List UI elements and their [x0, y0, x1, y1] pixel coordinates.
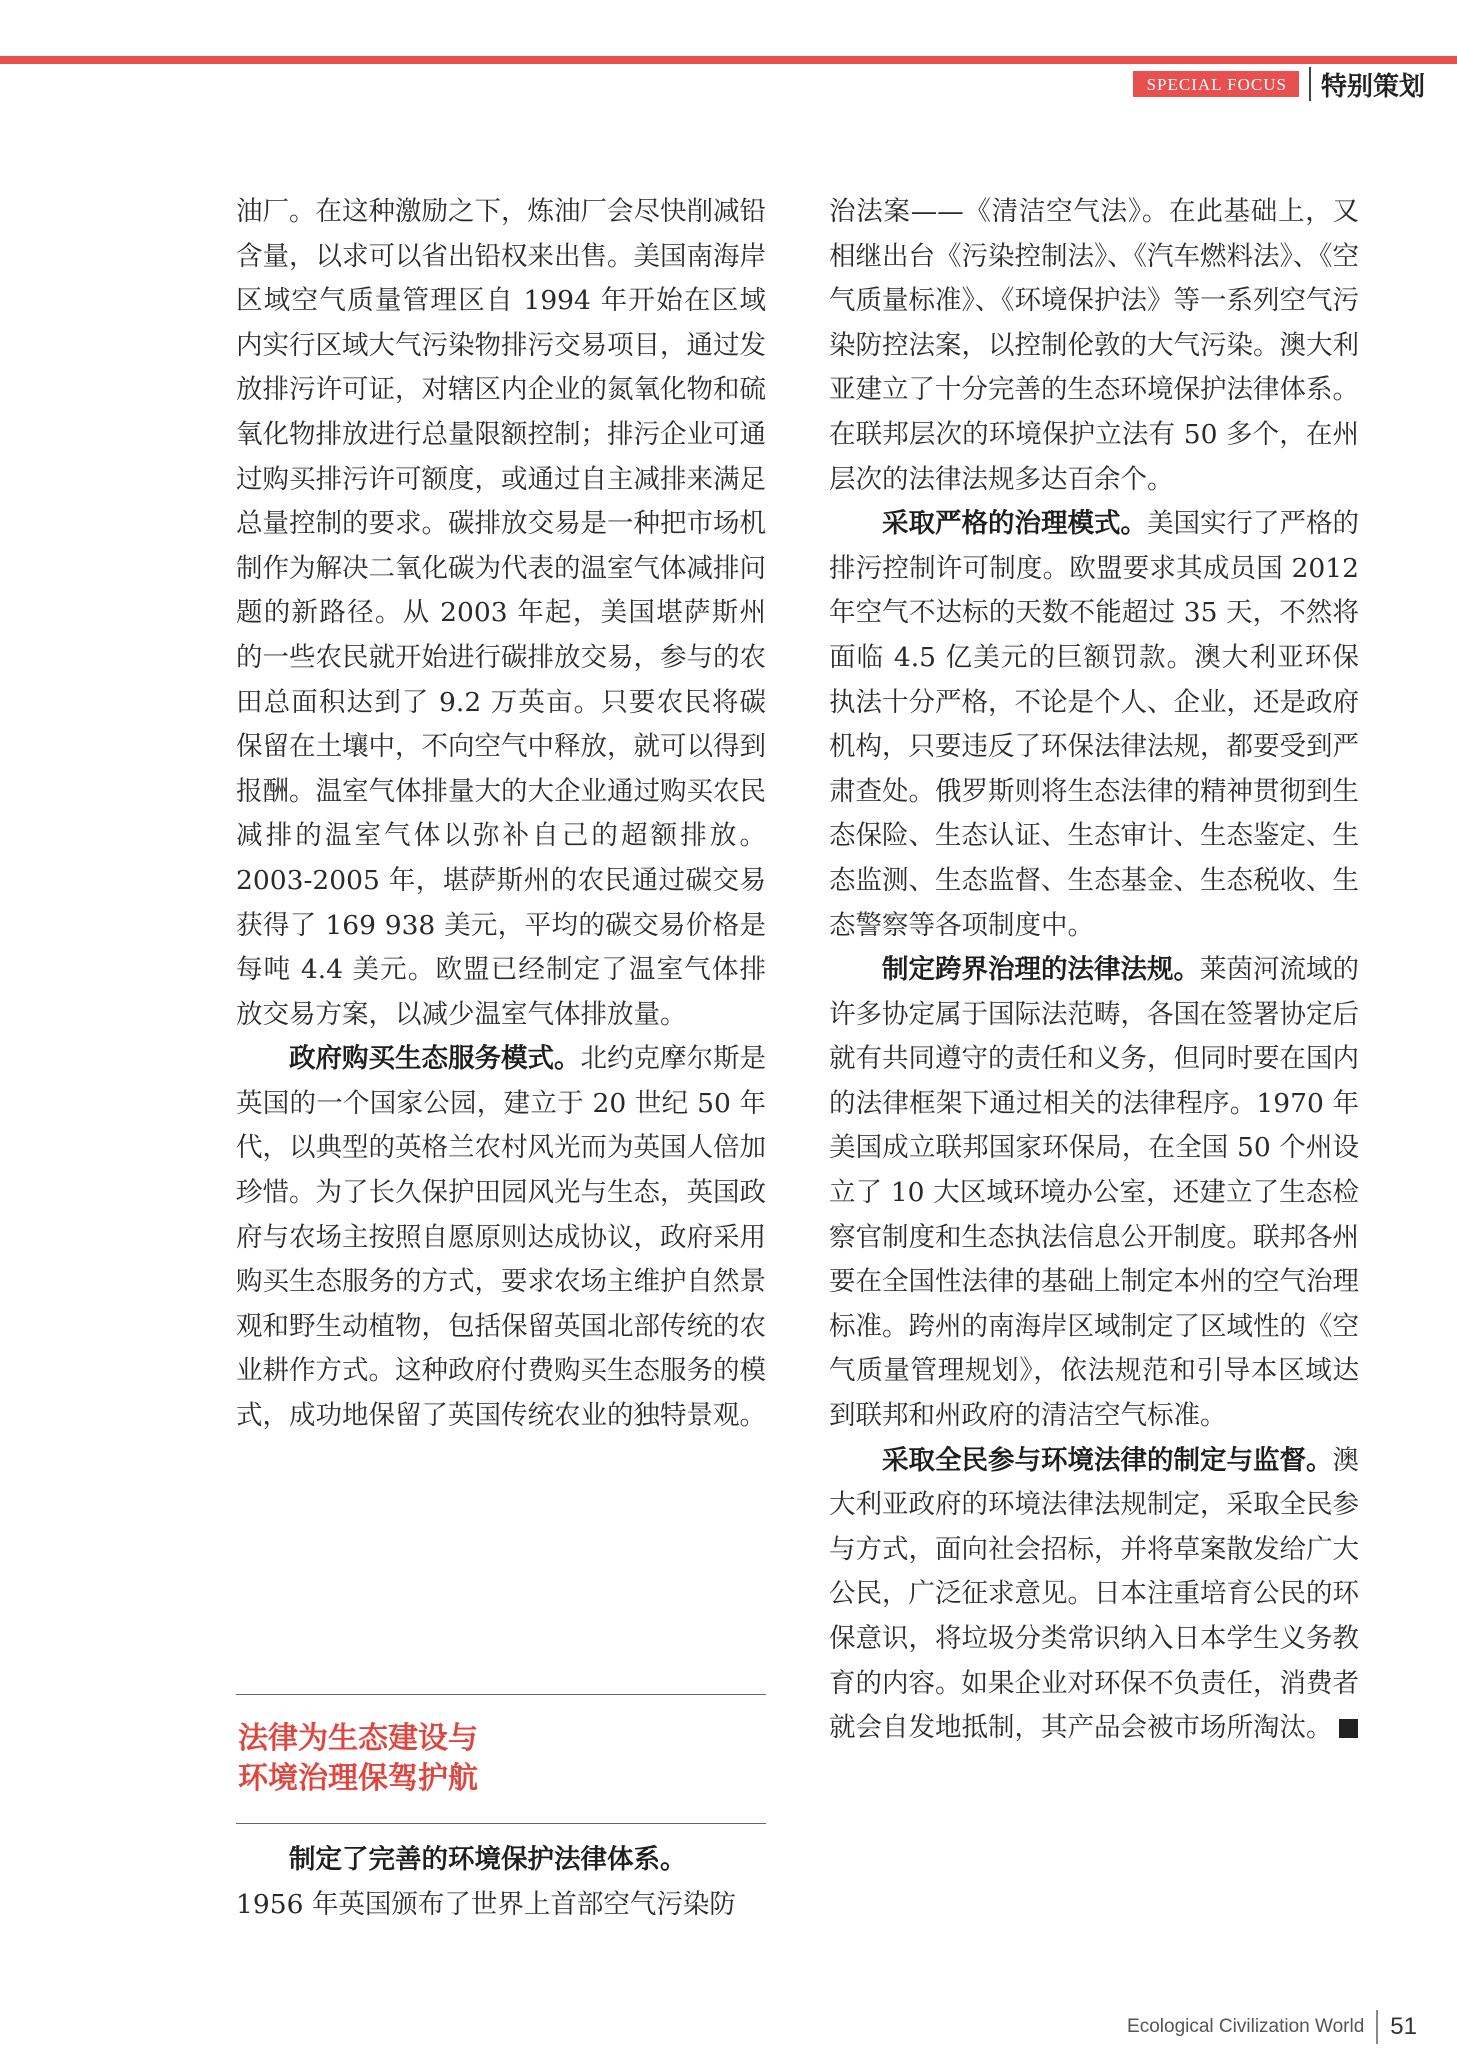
section-tag-chinese: 特别策划 [1320, 71, 1425, 102]
section-title-line-1: 法律为生态建设与 [238, 1721, 478, 1756]
left-paragraph-3 [236, 1838, 766, 1883]
left-column [236, 190, 766, 1439]
left-paragraph-2 [236, 1037, 766, 1438]
header-divider [1309, 67, 1311, 101]
right-paragraph-4-heading: 采取全民参与环境法律的制定与监督。 [882, 1444, 1333, 1476]
section-title [238, 1719, 478, 1799]
right-paragraph-4-body: 澳大利亚政府的环境法律法规制定，采取全民参与方式，面向社会招标，并将草案散发给广大公民，广泛征求意见。日本注重培育公民的环保意识，将垃圾分类常识纳入日本学生义务教育的内容。如果企业对环保不负责任，消费者就会自发地抵制，其产品会被市场所淘汰。 [829, 1444, 1359, 1744]
page-number: 51 [1390, 2013, 1417, 2040]
left-paragraph-1: 油厂。在这种激励之下，炼油厂会尽快削减铅含量，以求可以省出铅权来出售。美国南海岸区域空气质量管理区自 1994 年开始在区域内实行区域大气污染物排污交易项目，通过发放排污许可证，对辖区内企业的氮氧化物和硫氧化物排放进行总量限额控制；排污企业可通过购买排污许可额度，或通过自主减排来满足总量控制的要求。碳排放交易是一种把市场机制作为解决二氧化碳为代表的温室气体减排问题的新路径。从 2003 年起，美国堪萨斯州的一些农民就开始进行碳排放交易，参与的农田总面积达到了 9.2 万英亩。只要农民将碳保留在土壤中，不向空气中释放，就可以得到报酬。温室气体排量大的大企业通过购买农民减排的温室气体以弥补自己的超额排放。2003-2005 年，堪萨斯州的农民通过碳交易获得了 169 938 美元，平均的碳交易价格是每吨 4.4 美元。欧盟已经制定了温室气体排放交易方案，以减少温室气体排放量。 [236, 196, 766, 1030]
right-paragraph-4 [829, 1439, 1359, 1751]
page-footer [1127, 2010, 1417, 2044]
right-column [829, 190, 1359, 1751]
left-paragraph-3-body: 1956 年英国颁布了世界上首部空气污染防 [236, 1888, 736, 1920]
section-header [1133, 66, 1425, 102]
section-title-box [236, 1694, 766, 1824]
right-paragraph-2 [829, 502, 1359, 948]
right-paragraph-2-body: 美国实行了严格的排污控制许可制度。欧盟要求其成员国 2012 年空气不达标的天数不能超过 35 天，不然将面临 4.5 亿美元的巨额罚款。澳大利亚环保执法十分严格，不论是个人、企业，还是政府机构，只要违反了环保法律法规，都要受到严肃查处。俄罗斯则将生态法律的精神贯彻到生态保险、生态认证、生态审计、生态鉴定、生态监测、生态监督、生态基金、生态税收、生态警察等各项制度中。 [829, 508, 1359, 941]
footer-divider [1376, 2010, 1378, 2044]
right-paragraph-2-heading: 采取严格的治理模式。 [882, 508, 1147, 540]
right-paragraph-3-heading: 制定跨界治理的法律法规。 [882, 954, 1200, 986]
right-paragraph-3 [829, 948, 1359, 1439]
left-paragraph-2-body: 北约克摩尔斯是英国的一个国家公园，建立于 20 世纪 50 年代，以典型的英格兰农村风光而为英国人倍加珍惜。为了长久保护田园风光与生态，英国政府与农场主按照自愿原则达成协议，政府采用购买生态服务的方式，要求农场主维护自然景观和野生动植物，包括保留英国北部传统的农业耕作方式。这种政府付费购买生态服务的模式，成功地保留了英国传统农业的独特景观。 [236, 1043, 766, 1432]
left-paragraph-2-heading: 政府购买生态服务模式。 [289, 1043, 581, 1075]
left-paragraph-3-heading: 制定了完善的环境保护法律体系。 [289, 1844, 687, 1875]
top-accent-rule [0, 56, 1457, 64]
magazine-name: Ecological Civilization World [1127, 2016, 1365, 2037]
left-column-lower [236, 1838, 766, 1927]
right-paragraph-3-body: 莱茵河流域的许多协定属于国际法范畴，各国在签署协定后就有共同遵守的责任和义务，但同时要在国内的法律框架下通过相关的法律程序。1970 年美国成立联邦国家环保局，在全国 50 个州设立了 10 大区域环境办公室，还建立了生态检察官制度和生态执法信息公开制度。联邦各州要在全国性法律的基础上制定本州的空气治理标准。跨州的南海岸区域制定了区域性的《空气质量管理规划》，依法规范和引导本区域达到联邦和州政府的清洁空气标准。 [829, 954, 1359, 1432]
end-of-article-mark [1339, 1719, 1358, 1738]
section-tag-english: SPECIAL FOCUS [1133, 71, 1299, 97]
right-paragraph-1: 治法案——《清洁空气法》。在此基础上，又相继出台《污染控制法》、《汽车燃料法》、《空气质量标准》、《环境保护法》等一系列空气污染防控法案，以控制伦敦的大气污染。澳大利亚建立了十分完善的生态环境保护法律体系。在联邦层次的环境保护立法有 50 多个，在州层次的法律法规多达百余个。 [829, 196, 1359, 495]
section-title-line-2: 环境治理保驾护航 [238, 1761, 478, 1796]
